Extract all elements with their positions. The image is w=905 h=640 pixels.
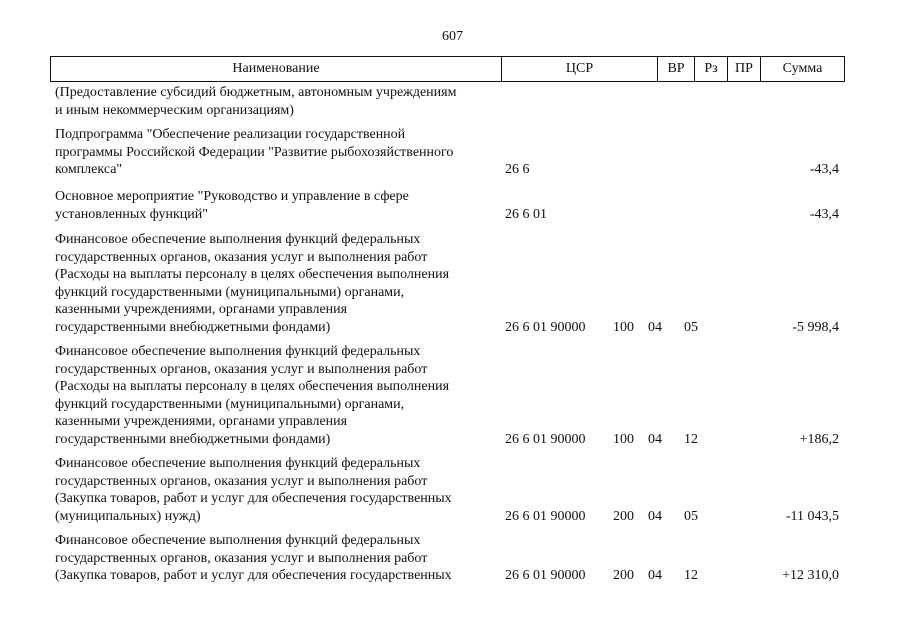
column-header-rz: Рз [694,57,727,81]
row-name-line: казенными учреждениями, органами управления [55,414,348,429]
row-vr: 100 [613,319,634,335]
row-name-line: Финансовое обеспечение выполнения функций федеральных [55,533,421,548]
row-rz: 04 [648,568,662,583]
table-header [50,56,845,82]
row-csr: 26 6 01 [505,206,547,222]
row-csr: 26 6 01 90000 [505,319,586,335]
row-name-line: функций государственными (муниципальными) органами, [55,396,405,412]
row-rz: 04 [648,508,662,524]
row-name-line: государственными внебюджетными фондами) [55,431,331,447]
row-name-line: государственными внебюджетными фондами) [55,319,331,335]
row-name-line: комплекса" [55,162,123,177]
row-name [55,84,490,119]
row-csr: 26 6 01 90000 [505,431,586,447]
row-name-line: (Расходы на выплаты персоналу в целях обеспечения выполнения [55,379,450,394]
row-name-line: государственных органов, оказания услуг и выполнения работ [55,473,428,489]
row-name-line: Основное мероприятие "Руководство и управление в сфере [55,189,409,204]
row-name-line: (Предоставление субсидий бюджетным, автономным учреждениям [55,85,457,100]
row-name-line: государственных органов, оказания услуг и выполнения работ [55,361,428,377]
column-header-csr: ЦСР [501,57,657,81]
row-sum: -43,4 [809,162,839,177]
row-name [55,455,490,525]
row-name-line: (муниципальных) нужд) [55,508,201,524]
row-vr: 200 [613,568,634,583]
column-header-vr: ВР [657,57,694,81]
page-number: 607 [442,29,463,44]
row-name-line: и иным некоммерческим организациям) [55,102,294,118]
row-name [55,343,490,448]
row-name-line: Подпрограмма "Обеспечение реализации государственной [55,127,406,142]
row-name-line: (Расходы на выплаты персоналу в целях обеспечения выполнения [55,267,450,282]
row-name-line: Финансовое обеспечение выполнения функций федеральных [55,344,421,359]
row-pr: 05 [684,508,698,524]
row-sum: -5 998,4 [792,319,839,335]
row-sum: -43,4 [809,206,839,222]
row-name [55,231,490,336]
row-vr: 100 [613,431,634,447]
row-pr: 12 [684,431,698,447]
row-pr: 05 [684,319,698,335]
row-name-line: (Закупка товаров, работ и услуг для обеспечения государственных [55,568,452,583]
row-sum: +12 310,0 [782,568,839,583]
row-name-line: установленных функций" [55,206,208,222]
row-sum: +186,2 [799,431,839,447]
row-pr: 12 [684,568,698,583]
row-name [55,188,490,223]
row-name-line: Финансовое обеспечение выполнения функций федеральных [55,232,421,247]
row-rz: 04 [648,431,662,447]
column-header-sum: Сумма [760,57,844,81]
row-sum: -11 043,5 [785,508,839,524]
row-csr: 26 6 01 90000 [505,508,586,524]
row-rz: 04 [648,319,662,335]
row-name-line: программы Российской Федерации "Развитие рыбохозяйственного [55,144,454,160]
row-name-line: (Закупка товаров, работ и услуг для обеспечения государственных [55,491,452,506]
row-vr: 200 [613,508,634,524]
row-csr: 26 6 [505,162,530,177]
column-header-name: Наименование [232,61,320,76]
row-name-line: Финансовое обеспечение выполнения функций федеральных [55,456,421,471]
row-name-line: функций государственными (муниципальными) органами, [55,284,405,300]
column-header-pr: ПР [727,57,760,81]
row-name-line: государственных органов, оказания услуг и выполнения работ [55,249,428,265]
row-name-line: казенными учреждениями, органами управления [55,302,348,317]
row-name [55,532,490,585]
row-name-line: государственных органов, оказания услуг и выполнения работ [55,550,428,566]
row-name [55,126,490,179]
row-csr: 26 6 01 90000 [505,568,586,583]
